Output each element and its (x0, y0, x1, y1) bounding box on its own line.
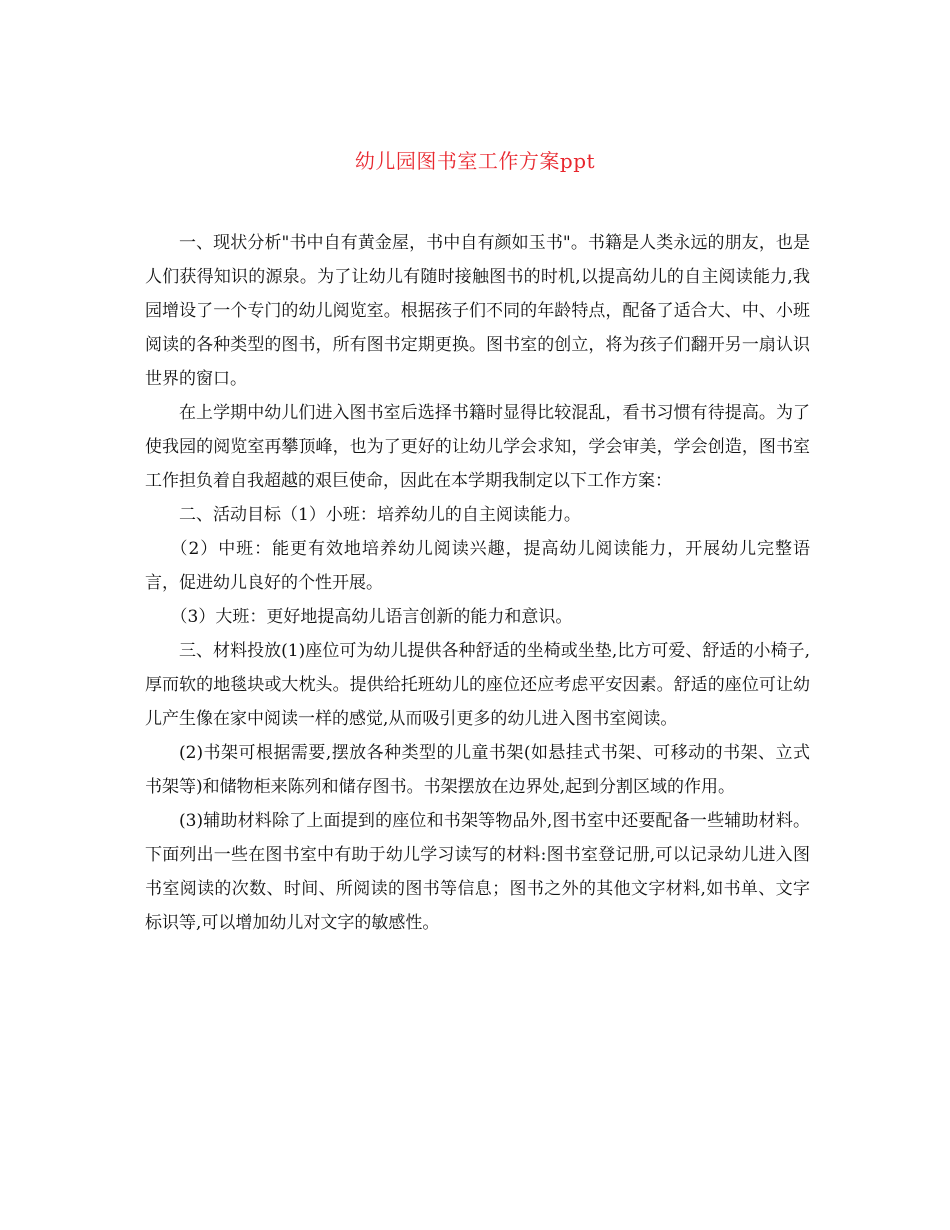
document-body (145, 226, 810, 940)
paragraph-goal-small-class: 二、活动目标（1）小班：培养幼儿的自主阅读能力。 (179, 505, 581, 525)
document-title: 幼儿园图书室工作方案ppt (354, 149, 596, 173)
paragraph-materials-auxiliary: (3)辅助材料除了上面提到的座位和书架等物品外,图书室中还要配备一些辅助材料。下面列出一些在图书室中有助于幼儿学习读写的材料:图书室登记册,可以记录幼儿进入图书室阅读的次数、时间、所阅读的图书等信息；图书之外的其他文字材料,如书单、文字标识等,可以增加幼儿对文字的敏感性。 (145, 811, 810, 933)
paragraph-last-semester: 在上学期中幼儿们进入图书室后选择书籍时显得比较混乱，看书习惯有待提高。为了使我园的阅览室再攀顶峰，也为了更好的让幼儿学会求知，学会审美，学会创造，图书室工作担负着自我超越的艰巨使命，因此在本学期我制定以下工作方案： (145, 403, 810, 491)
paragraph-goal-middle-class: （2）中班：能更有效地培养幼儿阅读兴趣，提高幼儿阅读能力，开展幼儿完整语言，促进幼儿良好的个性开展。 (145, 539, 810, 593)
paragraph-materials-seating: 三、材料投放(1)座位可为幼儿提供各种舒适的坐椅或坐垫,比方可爱、舒适的小椅子,厚而软的地毯块或大枕头。提供给托班幼儿的座位还应考虑平安因素。舒适的座位可让幼儿产生像在家中阅读一样的感觉,从而吸引更多的幼儿进入图书室阅读。 (145, 641, 810, 729)
paragraph-materials-shelves: (2)书架可根据需要,摆放各种类型的儿童书架(如悬挂式书架、可移动的书架、立式书架等)和储物柜来陈列和储存图书。书架摆放在边界处,起到分割区域的作用。 (145, 743, 810, 797)
paragraph-status-analysis: 一、现状分析"书中自有黄金屋，书中自有颜如玉书"。书籍是人类永远的朋友，也是人们获得知识的源泉。为了让幼儿有随时接触图书的时机,以提高幼儿的自主阅读能力,我园增设了一个专门的幼儿阅览室。根据孩子们不同的年龄特点，配备了适合大、中、小班阅读的各种类型的图书，所有图书定期更换。图书室的创立，将为孩子们翻开另一扇认识世界的窗口。 (145, 233, 810, 389)
paragraph-goal-big-class: （3）大班：更好地提高幼儿语言创新的能力和意识。 (170, 607, 573, 627)
